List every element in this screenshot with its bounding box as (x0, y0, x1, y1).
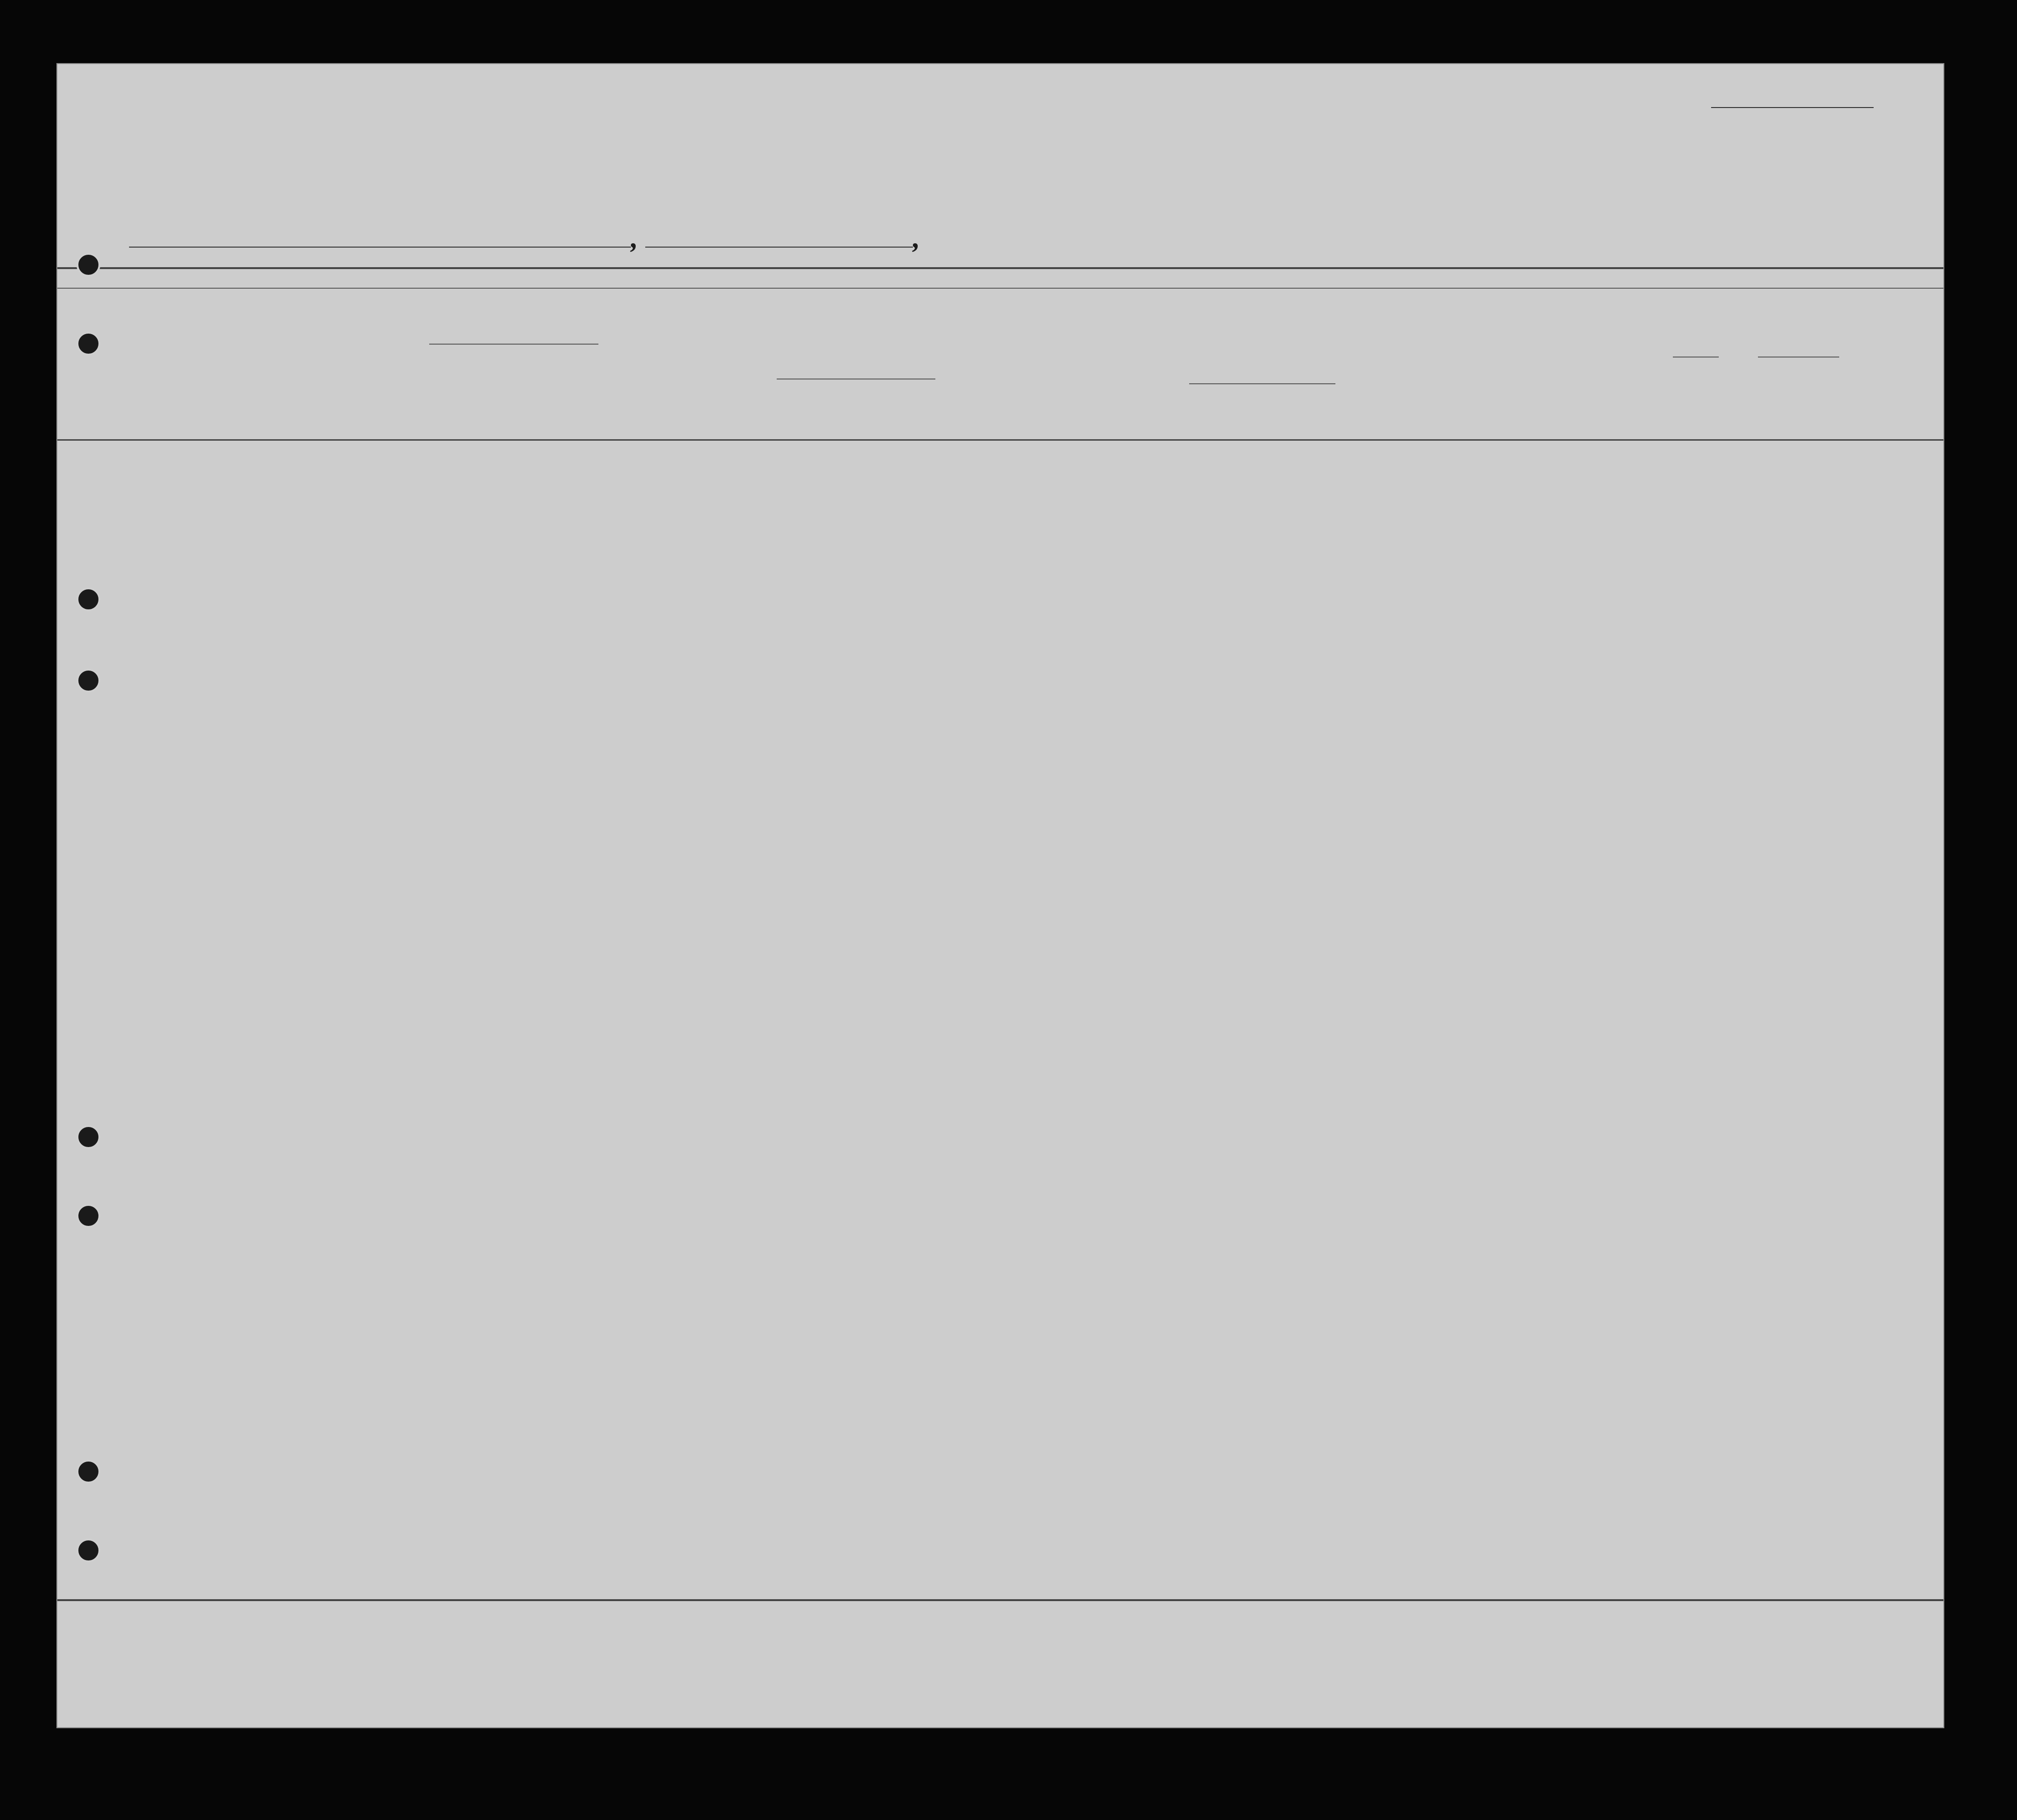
binder-hole (76, 1538, 100, 1562)
list-label (1711, 88, 1874, 113)
table-bottom-rule (57, 1599, 1943, 1601)
table-top-rule (57, 267, 1943, 269)
binder-hole (76, 253, 100, 277)
col35-subrule (1758, 357, 1839, 358)
col24-subrule (1189, 383, 1335, 384)
col18-subrule (429, 344, 598, 345)
binder-hole (76, 332, 100, 356)
binder-hole (76, 1460, 100, 1484)
col33-subrule (1673, 357, 1719, 358)
column-number-rule (57, 288, 1943, 289)
arrival-line: , , (129, 222, 920, 255)
binder-hole (76, 669, 100, 693)
manifest-sheet (56, 63, 1944, 1728)
binder-hole (76, 1125, 100, 1149)
header-bottom-rule (57, 439, 1943, 441)
binder-hole (76, 587, 100, 611)
binder-hole (76, 1204, 100, 1228)
